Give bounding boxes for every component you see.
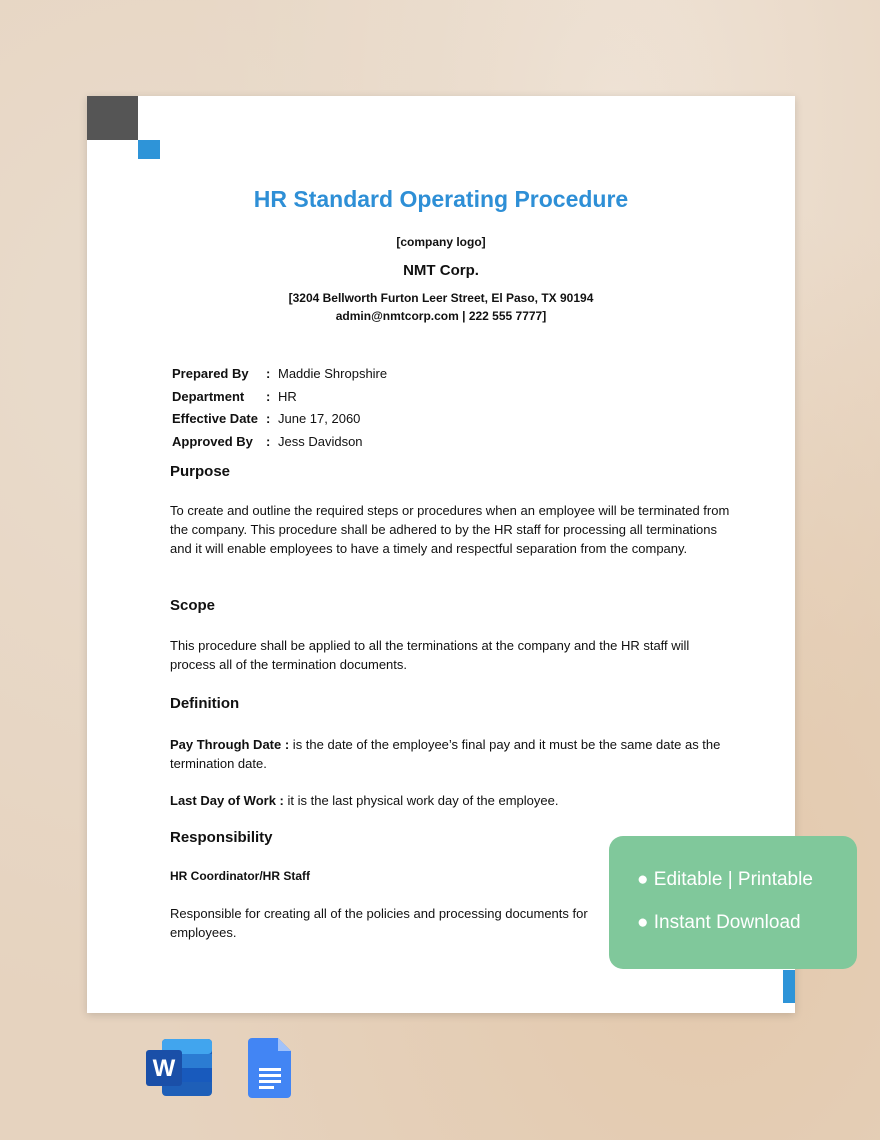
meta-label: Prepared By bbox=[172, 366, 249, 381]
decor-blue-bar bbox=[783, 970, 795, 1003]
meta-row bbox=[172, 387, 387, 408]
logo-placeholder: [company logo] bbox=[396, 235, 486, 249]
meta-label: Effective Date bbox=[172, 411, 258, 426]
term: Pay Through Date : bbox=[170, 737, 290, 752]
term: Last Day of Work : bbox=[170, 793, 284, 808]
definition-pay-through bbox=[170, 735, 730, 773]
features-badge bbox=[609, 836, 857, 969]
feature-editable: ● Editable | Printable bbox=[637, 869, 813, 890]
role-heading: HR Coordinator/HR Staff bbox=[170, 869, 310, 883]
term-text: is the date of the employee’s final pay and it must be the same date as the termination date. bbox=[170, 737, 721, 771]
definition-last-day bbox=[170, 791, 730, 810]
meta-sep: : bbox=[266, 388, 271, 404]
responsibility-heading: Responsibility bbox=[170, 829, 273, 846]
address-line-1: [3204 Bellworth Furton Leer Street, El Paso, TX 90194 bbox=[288, 291, 594, 305]
meta-sep: : bbox=[266, 411, 271, 426]
term-text: it is the last physical work day of the employee. bbox=[283, 793, 559, 808]
purpose-heading: Purpose bbox=[170, 463, 231, 480]
feature-download: ● Instant Download bbox=[637, 912, 801, 933]
meta-sep: : bbox=[266, 366, 271, 381]
role-text: Responsible for creating all of the policies and processing documents for employees. bbox=[170, 906, 588, 940]
page-title: HR Standard Operating Procedure bbox=[253, 186, 629, 212]
decor-dark-square bbox=[87, 96, 138, 140]
scope-heading: Scope bbox=[170, 597, 216, 614]
definition-heading: Definition bbox=[170, 695, 240, 712]
meta-value: Maddie Shropshire bbox=[278, 366, 388, 381]
purpose-text: To create and outline the required steps or procedures when an employee will be terminated from the company. This procedure shall be adhered to by the HR staff for processing all terminations and it will enable employees to have a timely and respectful separation from the company. bbox=[170, 503, 730, 556]
address-line-2: admin@nmtcorp.com | 222 555 7777] bbox=[335, 309, 547, 323]
meta-sep: : bbox=[266, 433, 271, 449]
feature-label: Editable | Printable bbox=[653, 869, 813, 890]
svg-text:W: W bbox=[152, 1055, 176, 1082]
meta-row bbox=[172, 364, 387, 385]
meta-value: HR bbox=[278, 388, 297, 404]
google-docs-icon[interactable] bbox=[248, 1038, 292, 1098]
scope-text: This procedure shall be applied to all the terminations at the company and the HR staff will process all of the termination documents. bbox=[170, 638, 690, 672]
word-icon[interactable] bbox=[146, 1038, 214, 1098]
feature-label: Instant Download bbox=[653, 912, 801, 933]
meta-table bbox=[170, 362, 389, 454]
company-name: NMT Corp. bbox=[403, 262, 479, 279]
meta-label: Approved By bbox=[172, 433, 253, 449]
meta-label: Department bbox=[172, 388, 245, 404]
meta-row bbox=[172, 432, 387, 453]
meta-value: Jess Davidson bbox=[278, 433, 363, 449]
decor-blue-square bbox=[138, 140, 160, 159]
meta-value: June 17, 2060 bbox=[278, 411, 361, 426]
meta-row bbox=[172, 409, 387, 430]
